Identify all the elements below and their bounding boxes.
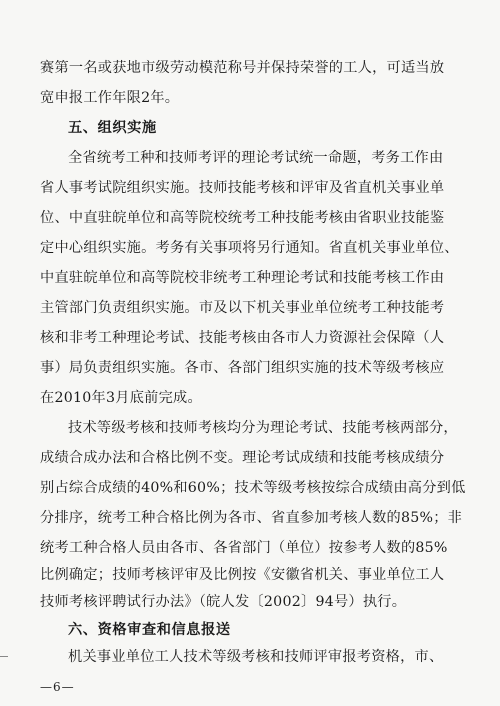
paragraph-line: 比例确定；技师考核评审及比例按《安徽省机关、事业单位工人 <box>40 567 445 583</box>
margin-tick <box>0 656 8 657</box>
paragraph-line: 赛第一名或获地市级劳动模范称号并保持荣誉的工人，可适当放 <box>40 60 445 76</box>
paragraph-line: 宽申报工作年限2年。 <box>40 90 180 106</box>
page-number: —6— <box>40 680 75 694</box>
paragraph-line: 机关事业单位工人技术等级考核和技师评审报考资格，市、 <box>68 649 444 665</box>
section-heading-5: 五、组织实施 <box>68 120 157 136</box>
paragraph-line: 省人事考试院组织实施。技师技能考核和评审及省直机关事业单 <box>40 180 445 196</box>
paragraph-line: 位、中直驻皖单位和高等院校统考工种技能考核由省职业技能鉴 <box>40 210 445 226</box>
paragraph-line: 中直驻皖单位和高等院校非统考工种理论考试和技能考核工作由 <box>40 270 445 286</box>
paragraph-line: 别占综合成绩的40%和60%；技术等级考核按综合成绩由高分到低 <box>40 480 466 496</box>
paragraph-line: 在2010年3月底前完成。 <box>40 390 202 406</box>
paragraph-line: 事）局负责组织实施。各市、各部门组织实施的技术等级考核应 <box>40 360 445 376</box>
paragraph-line: 分排序，统考工种合格比例为各市、省直参加考核人数的85%；非 <box>40 510 463 526</box>
paragraph-line: 技师考核评聘试行办法》（皖人发〔2002〕94号）执行。 <box>40 594 407 610</box>
paragraph-line: 核和非考工种理论考试、技能考核由各市人力资源社会保障（人 <box>40 330 445 346</box>
paragraph-line: 成绩合成办法和合格比例不变。理论考试成绩和技能考核成绩分 <box>40 450 445 466</box>
paragraph-line: 定中心组织实施。考务有关事项将另行通知。省直机关事业单位、 <box>40 240 459 256</box>
paragraph-line: 技术等级考核和技师考核均分为理论考试、技能考核两部分， <box>68 420 458 436</box>
section-heading-6: 六、资格审查和信息报送 <box>68 622 231 638</box>
paragraph-line: 全省统考工种和技师考评的理论考试统一命题，考务工作由 <box>68 150 444 166</box>
paragraph-line: 主管部门负责组织实施。市及以下机关事业单位统考工种技能考 <box>40 300 445 316</box>
paragraph-line: 统考工种合格人员由各市、各省部门（单位）按参考人数的85% <box>40 540 448 556</box>
